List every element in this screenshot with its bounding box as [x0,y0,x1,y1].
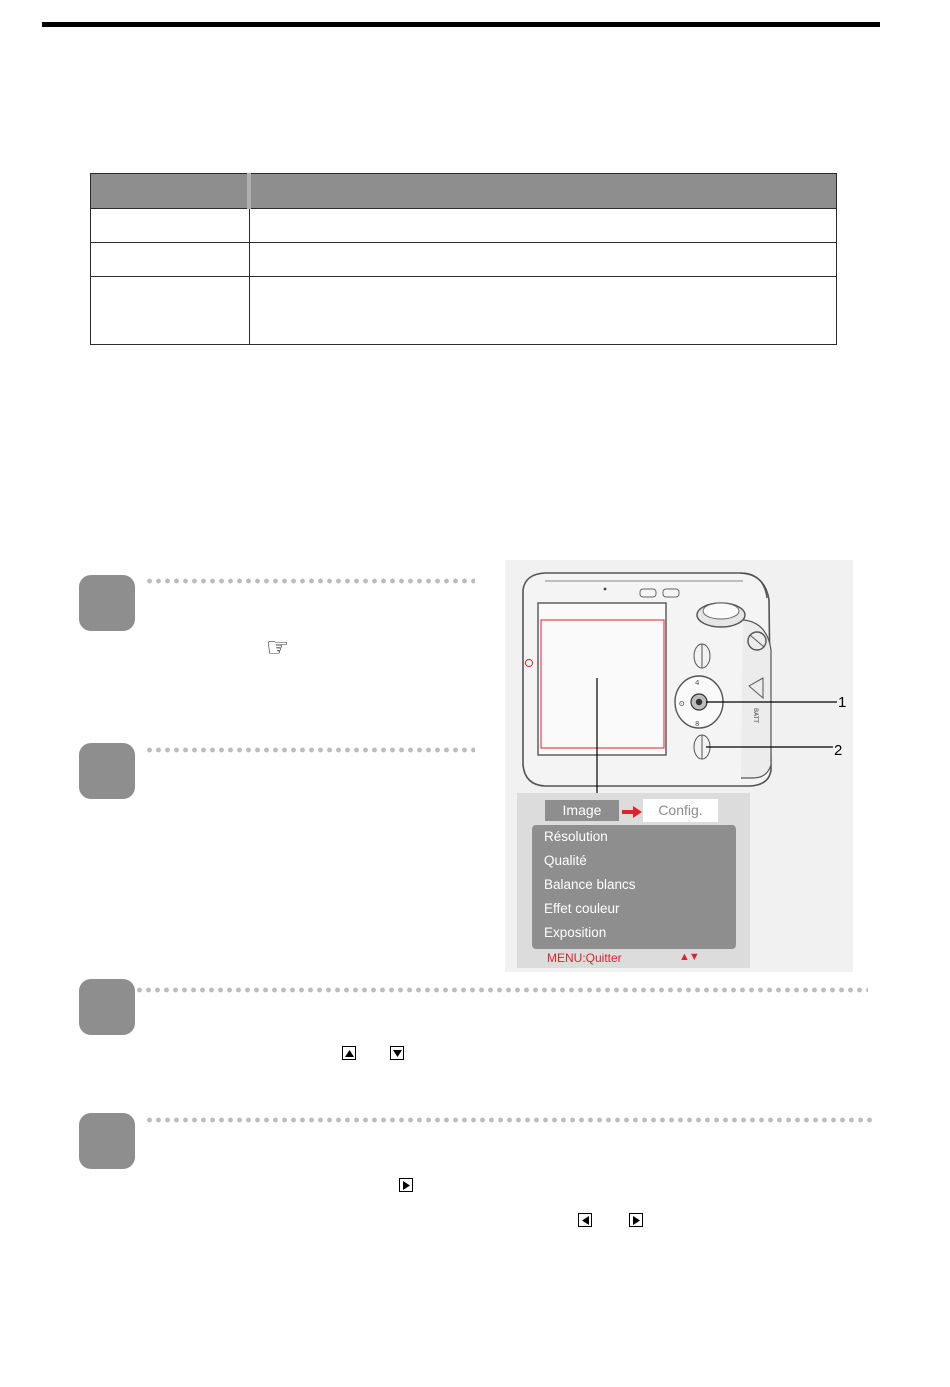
svg-text:8: 8 [695,720,700,728]
table-row [91,277,837,345]
menu-list [532,825,736,949]
step-3-badge [79,979,135,1035]
menu-item-exposition: Exposition [544,925,607,940]
settings-table [90,173,837,345]
down-key-icon [390,1046,404,1060]
table-cell [249,277,837,345]
table-header-cell [249,174,837,209]
menu-item-qualite: Qualité [544,853,587,868]
callout-1: 1 [838,694,847,711]
step-1-badge [79,575,135,631]
table-cell [249,243,837,277]
table-cell [249,209,837,243]
top-rule [42,22,880,27]
menu-item-balance-blancs: Balance blancs [544,877,636,892]
right-key-icon [399,1178,413,1192]
right-arrow-icon [622,805,642,817]
menu-footer: MENU:Quitter [547,951,622,965]
step-2-dotted-rule [145,747,475,753]
menu-item-effet-couleur: Effet couleur [544,901,620,916]
table-row [91,243,837,277]
tab-config: Config. [643,799,718,822]
tab-image: Image [545,800,619,821]
table-header-row [91,174,837,209]
table-cell [91,209,250,243]
up-down-arrows-icon: ▲▼ [679,951,699,963]
pointing-hand-icon: ☞ [266,632,290,662]
step-4-badge [79,1113,135,1169]
table-cell [91,243,250,277]
table-row [91,209,837,243]
callout-2: 2 [834,742,843,759]
right-key-icon [629,1213,643,1227]
step-1-dotted-rule [145,578,475,584]
step-2-badge [79,743,135,799]
step-3-dotted-rule [135,987,868,993]
table-cell [91,277,250,345]
up-key-icon [342,1046,356,1060]
left-key-icon [578,1213,592,1227]
step-4-dotted-rule [145,1117,875,1123]
menu-item-resolution: Résolution [544,829,608,844]
svg-text:BATT: BATT [752,708,759,723]
svg-text:ʘ: ʘ [679,700,685,708]
table-header-cell [91,174,250,209]
svg-text:4: 4 [695,679,700,687]
